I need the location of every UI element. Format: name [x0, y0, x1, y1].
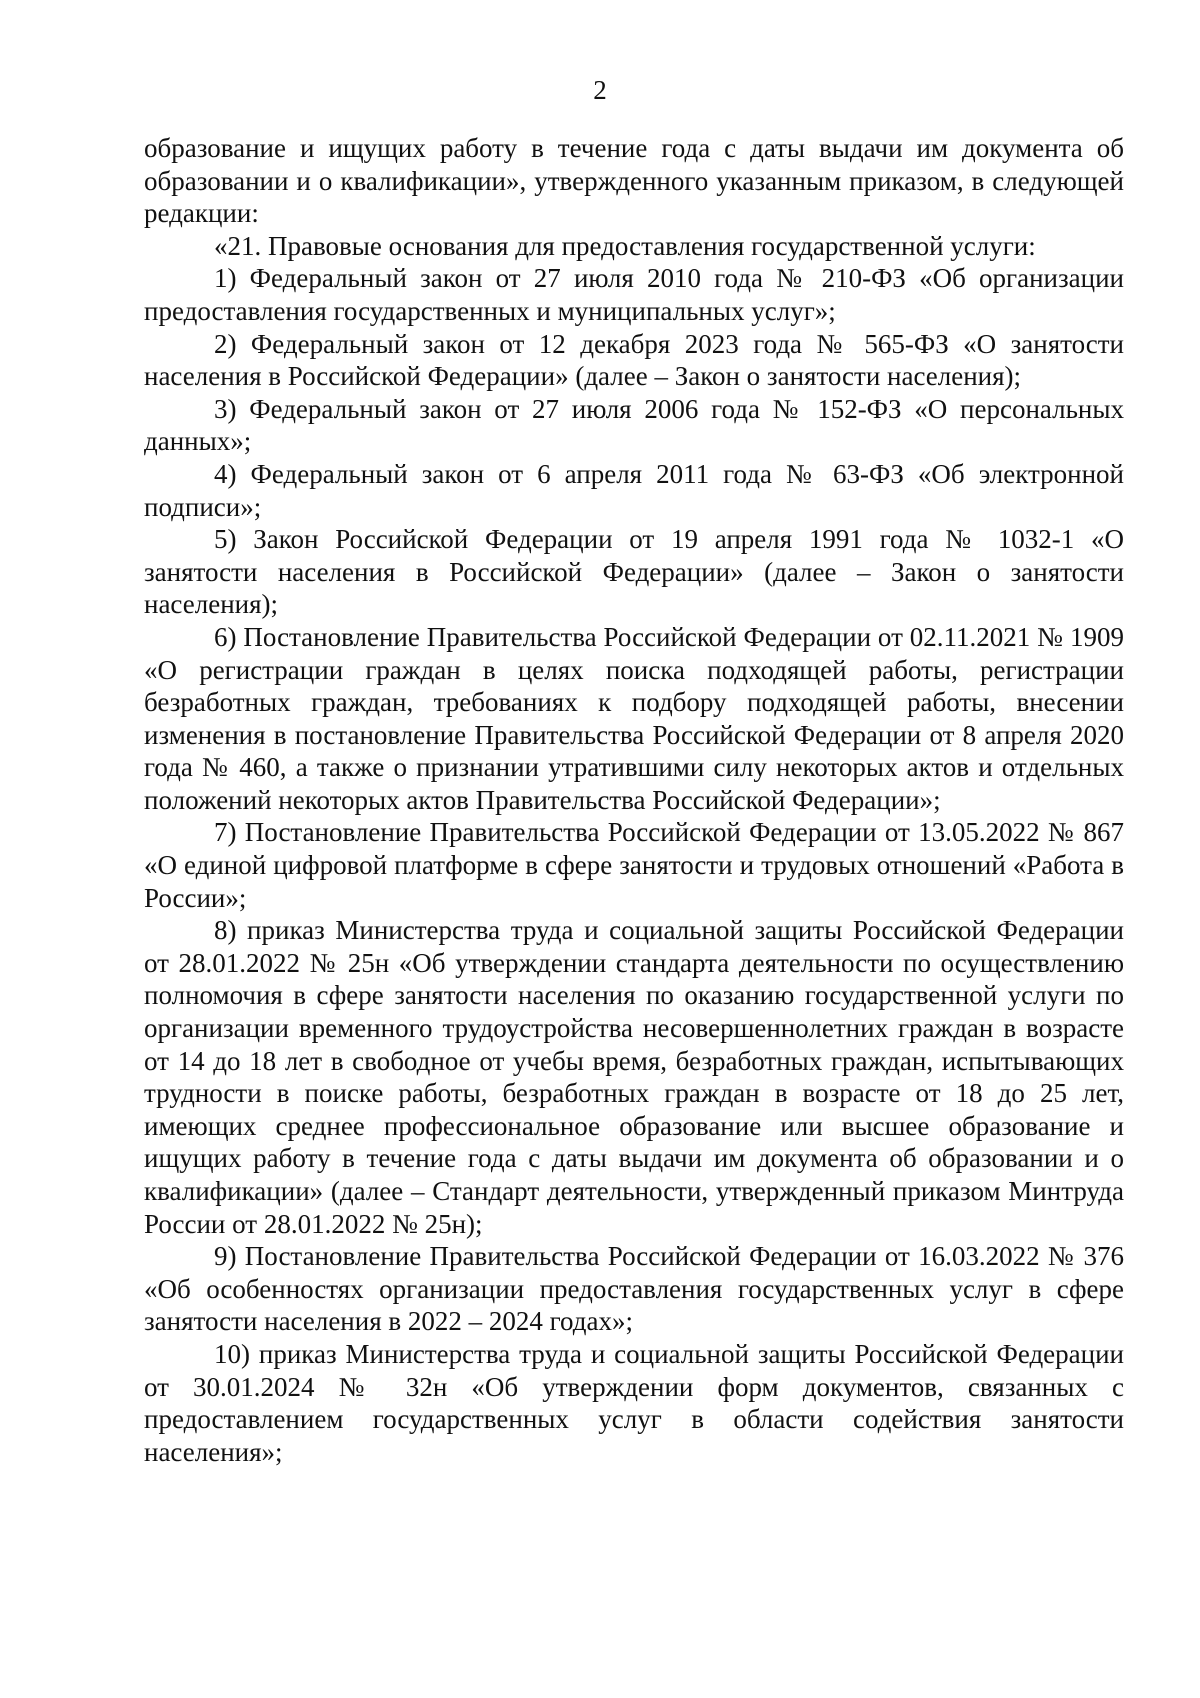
list-item-7: 7) Постановление Правительства Российской Федерации от 13.05.2022 № 867 «О единой цифровой платформе в сфере занятости и трудовых отношений «Работа в России»;: [144, 817, 1124, 913]
list-item-2: 2) Федеральный закон от 12 декабря 2023 года № 565-ФЗ «О занятости населения в Российской Федерации» (далее – Закон о занятости населения);: [144, 328, 1124, 392]
list-item-8: 8) приказ Министерства труда и социальной защиты Российской Федерации от 28.01.2022 № 25н «Об утверждении стандарта деятельности по осуществлению полномочия в сфере занятости населения по оказанию государственной услуги по организации временного трудоустройства несовершеннолетних граждан в возрасте от 14 до 18 лет в свободное от учебы время, безработных граждан, испытывающих трудности в поиске работы, безработных граждан в возрасте от 18 до 25 лет, имеющих среднее профессиональное образование или высшее образование и ищущих работу в течение года с даты выдачи им документа об образовании и о квалификации» (далее – Стандарт деятельности, утвержденный приказом Минтруда России от 28.01.2022 № 25н);: [144, 915, 1124, 1239]
page-number: 2: [593, 75, 607, 105]
list-item-10: 10) приказ Министерства труда и социальной защиты Российской Федерации от 30.01.2024 № 32н «Об утверждении форм документов, связанных с предоставлением государственных услуг в области содействия занятости населения»;: [144, 1338, 1124, 1467]
document-body: [144, 132, 1124, 1468]
list-item-6: 6) Постановление Правительства Российской Федерации от 02.11.2021 № 1909 «О регистрации граждан в целях поиска подходящей работы, регистрации безработных граждан, требованиях к подбору подходящей работы, внесении изменения в постановление Правительства Российской Федерации от 8 апреля 2020 года № 460, а также о признании утратившими силу некоторых актов и отдельных положений некоторых актов Правительства Российской Федерации»;: [144, 621, 1124, 815]
paragraph-section-21-heading: «21. Правовые основания для предоставления государственной услуги:: [214, 230, 1036, 261]
list-item-3: 3) Федеральный закон от 27 июля 2006 года № 152-ФЗ «О персональных данных»;: [144, 393, 1124, 457]
paragraph-continuation: образование и ищущих работу в течение года с даты выдачи им документа об образовании и о квалификации», утвержденного указанным приказом, в следующей редакции:: [144, 133, 1124, 229]
list-item-5: 5) Закон Российской Федерации от 19 апреля 1991 года № 1032-1 «О занятости населения в Российской Федерации» (далее – Закон о занятости населения);: [144, 524, 1124, 620]
list-item-4: 4) Федеральный закон от 6 апреля 2011 года № 63-ФЗ «Об электронной подписи»;: [144, 458, 1124, 522]
list-item-9: 9) Постановление Правительства Российской Федерации от 16.03.2022 № 376 «Об особенностях организации предоставления государственных услуг в сфере занятости населения в 2022 – 2024 годах»;: [144, 1241, 1124, 1337]
list-item-1: 1) Федеральный закон от 27 июля 2010 года № 210-ФЗ «Об организации предоставления государственных и муниципальных услуг»;: [144, 263, 1124, 326]
